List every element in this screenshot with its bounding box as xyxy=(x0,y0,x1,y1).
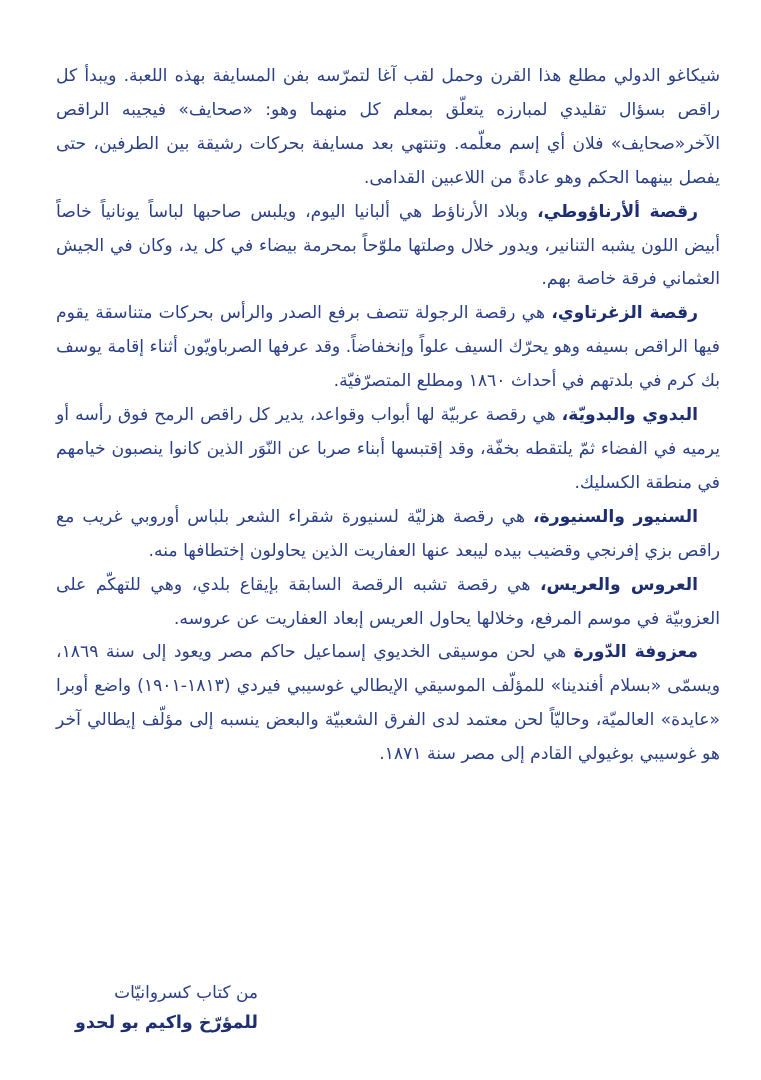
book-credit xyxy=(75,978,258,1038)
section-zghartawi xyxy=(56,297,720,399)
section-term: معزوفة الدّورة xyxy=(573,642,698,663)
section-term: البدوي والبدويّة، xyxy=(561,405,698,426)
section-bride-groom xyxy=(56,569,720,637)
article-body xyxy=(56,60,720,772)
credit-author: للمؤرّخ واكيم بو لحدو xyxy=(74,1013,258,1033)
section-senior xyxy=(56,501,720,569)
section-term: رقصة ألأرناؤوطي، xyxy=(537,201,698,222)
intro-paragraph: شيكاغو الدولي مطلع هذا القرن وحمل لقب آغا لتمرّسه بفن المسايفة بهذه اللعبة. ويبدأ كل راقص بسؤال تقليدي لمبارزه يتعلّق بمعلم كل منهما وهو: «صحايف» فيجيبه الراقص الآخر«صحايف» فلان أي إسم معلّمه. وتنتهي بعد مسايفة بحركات رشيقة بين الطرفين، حتى يفصل بينهما الحكم وهو عادةً من اللاعبين القدامى. xyxy=(56,66,720,188)
section-text: هي رقصة عربيّة لها أبواب وقواعد، يدير كل راقص الرمح فوق رأسه أو يرميه في الفضاء ثمّ يلتقطه بخفّة، وقد إقتبسها أبناء صربا عن النّوَر الذين كانوا ينصبون خيامهم في منطقة الكسليك. xyxy=(56,405,720,493)
section-text: هي رقصة الرجولة تتصف برفع الصدر والرأس بحركات متناسقة يقوم فيها الراقص بسيفه وهو يحرّك السيف علواً وإنخفاضاً. وقد عرفها الصرباويّون أثناء إقامة يوسف بك كرم في بلدتهم في أحداث ١٨٦٠ ومطلع المتصرّفيّة. xyxy=(56,303,720,392)
section-text: هي لحن موسيقى الخديوي إسماعيل حاكم مصر ويعود إلى سنة ١٨٦٩، ويسمّى «بسلام أفندينا» للمؤلّف الموسيقي الإيطالي غوسيبي فيردي (١٨١٣-١٩٠١) واضع أوبرا «عايدة» العالميّة، وحاليّاً لحن معتمد لدى الفرق الشعبيّة والبعض ينسبه إلى مؤلّف إيطالي آخر هو غوسيبي بوغيولي القادم إلى مصر سنة ١٨٧١. xyxy=(56,642,720,765)
section-bedouin xyxy=(56,399,720,501)
section-term: العروس والعريس، xyxy=(540,574,698,595)
section-term: السنيور والسنيورة، xyxy=(533,506,698,527)
credit-source: من كتاب كسروانيّات xyxy=(114,983,258,1003)
section-text: هي رقصة هزليّة لسنيورة شقراء الشعر بلباس أوروبي غريب مع راقص بزي إفرنجي وقضيب بيده ليبعد عنها العفاريت الذين يحاولون إختطافها منه. xyxy=(56,506,720,561)
section-term: رقصة الزغرتاوي، xyxy=(551,303,698,324)
section-dawra-tune xyxy=(56,636,720,772)
section-text: وبلاد الأرناؤط هي ألبانيا اليوم، ويلبس صاحبها لباساً يونانياً خاصاً أبيض اللون يشبه التنانير، ويدور خلال وصلتها ملوّحاً بمحرمة بيضاء في كل يد، وكان في الجيش العثماني فرقة خاصة بهم. xyxy=(56,201,720,290)
section-text: هي رقصة تشبه الرقصة السابقة بإيقاع بلدي، وهي للتهكّم على العزوبيّة في موسم المرفع، وخلالها يحاول العريس إبعاد العفاريت عن عروسه. xyxy=(56,574,720,629)
section-arnaouti xyxy=(56,196,720,298)
